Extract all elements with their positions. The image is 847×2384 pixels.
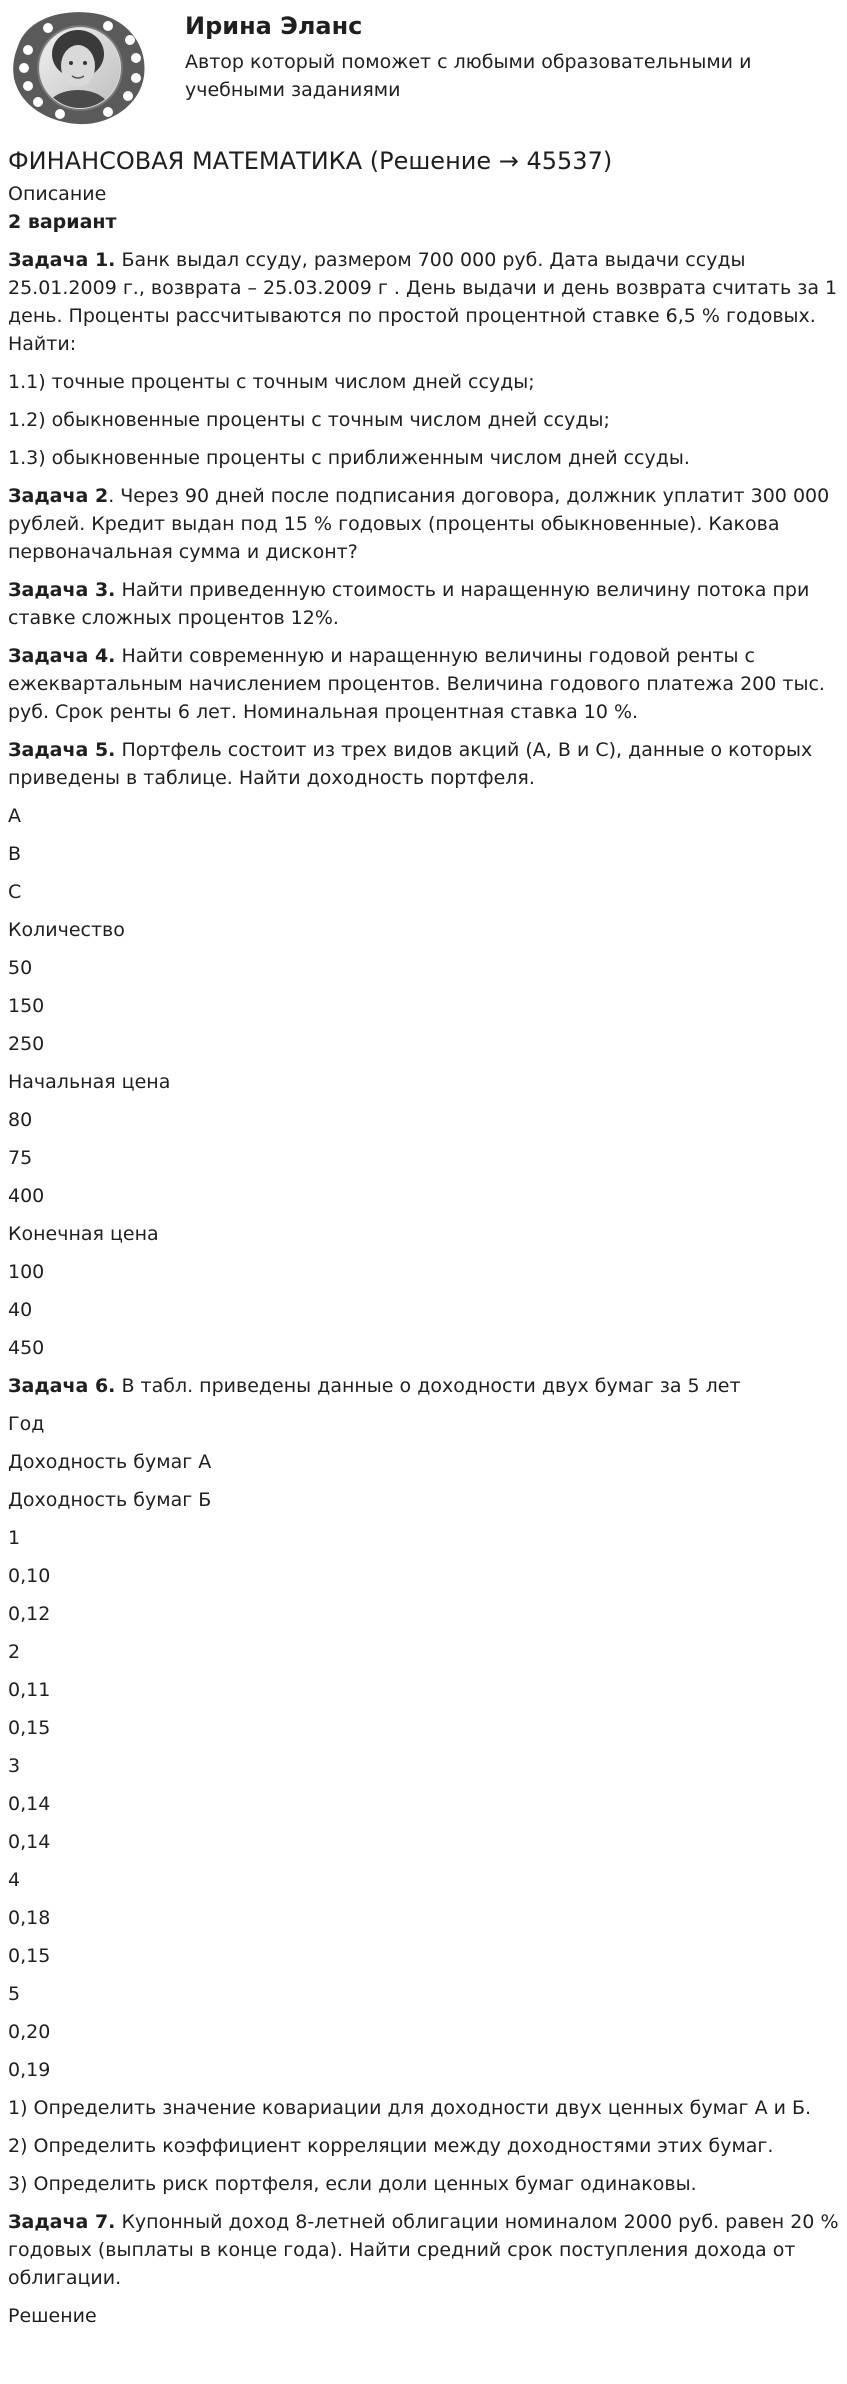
list-item: 1.1) точные проценты с точным числом дней ссуды; (8, 371, 535, 393)
task-text: Купонный доход 8-летней облигации номиналом 2000 руб. равен 20 % годовых (выплаты в конце года). Найти средний срок поступления дохода от облигации. (8, 2211, 839, 2289)
table-cell: Начальная цена (8, 1071, 171, 1093)
table-cell: 100 (8, 1261, 45, 1283)
main-content (8, 146, 840, 2340)
description-label: Описание (8, 183, 107, 205)
author-description: Автор который поможет с любыми образовательными и учебными заданиями (185, 51, 752, 101)
table-cell: 75 (8, 1147, 33, 1169)
task-label: Задача 2 (8, 485, 109, 507)
page-title: ФИНАНСОВАЯ МАТЕМАТИКА (Решение → 45537) (8, 147, 613, 175)
task-2 (8, 482, 840, 566)
avatar (8, 6, 154, 128)
table-cell: 0,18 (8, 1907, 51, 1929)
table-cell: 1 (8, 1527, 21, 1549)
film-reel-avatar-image (8, 6, 154, 128)
table-cell: 450 (8, 1337, 45, 1359)
task-text: Найти современную и наращенную величины годовой ренты с ежеквартальным начислением процентов. Величина годового платежа 200 тыс. руб. Срок ренты 6 лет. Номинальная процентная ставка 10 %. (8, 645, 825, 723)
task-label: Задача 7. (8, 2211, 116, 2233)
list-item: 2) Определить коэффициент корреляции между доходностями этих бумаг. (8, 2135, 774, 2157)
table-cell: 150 (8, 995, 45, 1017)
list-item: 1) Определить значение ковариации для доходности двух ценных бумаг А и Б. (8, 2097, 812, 2119)
table-cell: Год (8, 1413, 45, 1435)
table-cell: 0,20 (8, 2021, 51, 2043)
table-cell: 40 (8, 1299, 33, 1321)
table-cell: 3 (8, 1755, 21, 1777)
task-1 (8, 246, 840, 358)
task-label: Задача 1. (8, 249, 116, 271)
table-cell: 0,14 (8, 1793, 51, 1815)
table-cell: Конечная цена (8, 1223, 159, 1245)
table-cell: Доходность бумаг А (8, 1451, 212, 1473)
table-cell: 2 (8, 1641, 21, 1663)
task-7 (8, 2208, 840, 2292)
task-label: Задача 6. (8, 1375, 116, 1397)
task-label: Задача 3. (8, 579, 116, 601)
task-4 (8, 642, 840, 726)
list-item: 3) Определить риск портфеля, если доли ценных бумаг одинаковы. (8, 2173, 697, 2195)
list-item: 1.2) обыкновенные проценты с точным числом дней ссуды; (8, 409, 610, 431)
table-cell: 50 (8, 957, 33, 979)
table-cell: А (8, 805, 21, 827)
task-text: Найти приведенную стоимость и наращенную величину потока при ставке сложных процентов 12%. (8, 579, 810, 629)
table-cell: 400 (8, 1185, 45, 1207)
variant-heading: 2 вариант (8, 211, 117, 233)
task-text: Банк выдал ссуду, размером 700 000 руб. Дата выдачи ссуды 25.01.2009 г., возврата – 25.03.2009 г . День выдачи и день возврата считать за 1 день. Проценты рассчитываются по простой процентной ставке 6,5 % годовых. Найти: (8, 249, 838, 355)
table-cell: 0,15 (8, 1945, 51, 1967)
task-text: В табл. приведены данные о доходности двух бумаг за 5 лет (115, 1375, 741, 1397)
author-card (0, 0, 847, 140)
table-cell: 0,14 (8, 1831, 51, 1853)
task-5 (8, 736, 840, 792)
table-cell: 5 (8, 1983, 21, 2005)
task-text: Портфель состоит из трех видов акций (А, В и С), данные о которых приведены в таблице. Найти доходность портфеля. (8, 739, 813, 789)
table-cell: Доходность бумаг Б (8, 1489, 212, 1511)
author-name[interactable]: Ирина Эланс (185, 12, 363, 40)
task-label: Задача 5. (8, 739, 116, 761)
table-cell: 80 (8, 1109, 33, 1131)
list-item: 1.3) обыкновенные проценты с приближенным числом дней ссуды. (8, 447, 690, 469)
table-cell: 4 (8, 1869, 21, 1891)
table-cell: 250 (8, 1033, 45, 1055)
task-text: . Через 90 дней после подписания договора, должник уплатит 300 000 рублей. Кредит выдан под 15 % годовых (проценты обыкновенные). Какова первоначальная сумма и дисконт? (8, 485, 830, 563)
table-cell: 0,19 (8, 2059, 51, 2081)
table-cell: 0,15 (8, 1717, 51, 1739)
solution-label: Решение (8, 2305, 97, 2327)
task-3 (8, 576, 840, 632)
table-cell: 0,10 (8, 1565, 51, 1587)
task-6-table (8, 1410, 840, 2084)
table-cell: С (8, 881, 22, 903)
table-cell: Количество (8, 919, 125, 941)
task-5-table (8, 802, 840, 1362)
table-cell: 0,11 (8, 1679, 51, 1701)
task-label: Задача 4. (8, 645, 116, 667)
table-cell: 0,12 (8, 1603, 51, 1625)
task-6 (8, 1372, 840, 1400)
table-cell: В (8, 843, 22, 865)
